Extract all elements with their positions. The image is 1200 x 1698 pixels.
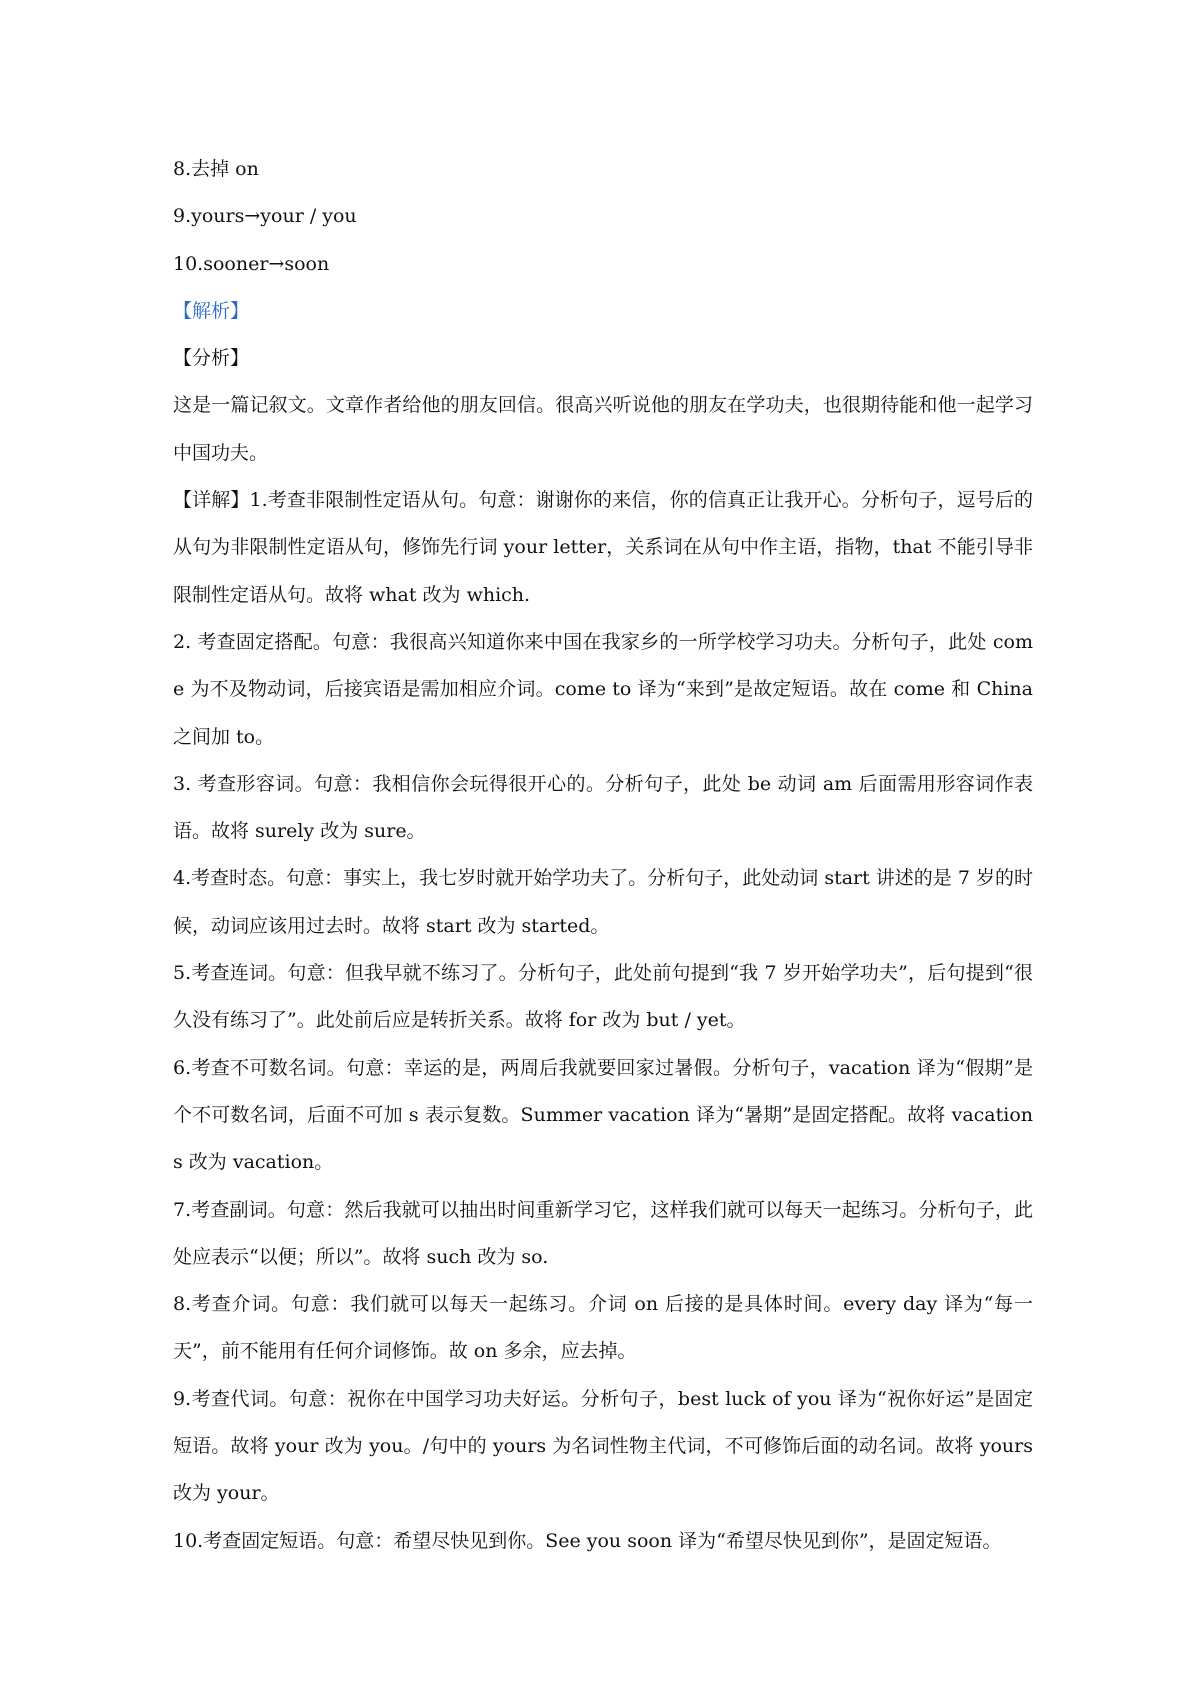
detail-paragraph: 8.考查介词。句意：我们就可以每天一起练习。介词 on 后接的是具体时间。every day 译为“每一天”，前不能用有任何介词修饰。故 on 多余，应去掉。 bbox=[173, 1293, 1033, 1363]
detail-paragraph: 【详解】1.考查非限制性定语从句。句意：谢谢你的来信，你的信真正让我开心。分析句子，逗号后的从句为非限制性定语从句，修饰先行词 your letter，关系词在从句中作主语，指物，that 不能引导非限制性定语从句。故将 what 改为 which. bbox=[173, 489, 1033, 606]
detail-paragraph: 2. 考查固定搭配。句意：我很高兴知道你来中国在我家乡的一所学校学习功夫。分析句子，此处 come 为不及物动词，后接宾语是需加相应介词。come to 译为“来到”是故定短语。故在 come 和 China之间加 to。 bbox=[173, 630, 1033, 748]
section-heading-fenxi: 【分析】 bbox=[173, 347, 250, 370]
detail-paragraph: 4.考查时态。句意：事实上，我七岁时就开始学功夫了。分析句子，此处动词 start 讲述的是 7 岁的时候，动词应该用过去时。故将 start 改为 started。 bbox=[173, 867, 1033, 937]
detail-paragraph: 6.考查不可数名词。句意：幸运的是，两周后我就要回家过暑假。分析句子，vacation 译为“假期”是个不可数名词，后面不可加 s 表示复数。Summer vacation 译为“暑期”是固定搭配。故将 vacations 改为 vacation。 bbox=[173, 1056, 1033, 1174]
detail-paragraph: 3. 考查形容词。句意：我相信你会玩得很开心的。分析句子，此处 be 动词 am 后面需用形容词作表语。故将 surely 改为 sure。 bbox=[173, 772, 1033, 843]
detail-paragraph: 10.考查固定短语。句意：希望尽快见到你。See you soon 译为“希望尽快见到你”，是固定短语。 bbox=[173, 1529, 1002, 1552]
section-heading-jiexi: 【解析】 bbox=[173, 299, 250, 322]
detail-paragraph: 9.考查代词。句意：祝你在中国学习功夫好运。分析句子，best luck of you 译为“祝你好运”是固定短语。故将 your 改为 you。/句中的 yours 为名词性物主代词，不可修饰后面的动名词。故将 yours 改为 your。 bbox=[173, 1387, 1033, 1505]
summary-paragraph: 这是一篇记叙文。文章作者给他的朋友回信。很高兴听说他的朋友在学功夫，也很期待能和他一起学习中国功夫。 bbox=[173, 394, 1033, 464]
answer-line: 8.去掉 on bbox=[173, 158, 259, 180]
document-page bbox=[173, 146, 1033, 1565]
answer-line: 9.yours→your / you bbox=[173, 205, 357, 228]
detail-paragraph: 7.考查副词。句意：然后我就可以抽出时间重新学习它，这样我们就可以每天一起练习。分析句子，此处应表示“以便；所以”。故将 such 改为 so. bbox=[173, 1198, 1033, 1268]
answer-line: 10.sooner→soon bbox=[173, 252, 330, 275]
detail-paragraph: 5.考查连词。句意：但我早就不练习了。分析句子，此处前句提到“我 7 岁开始学功夫”，后句提到“很久没有练习了”。此处前后应是转折关系。故将 for 改为 but / yet。 bbox=[173, 962, 1033, 1032]
